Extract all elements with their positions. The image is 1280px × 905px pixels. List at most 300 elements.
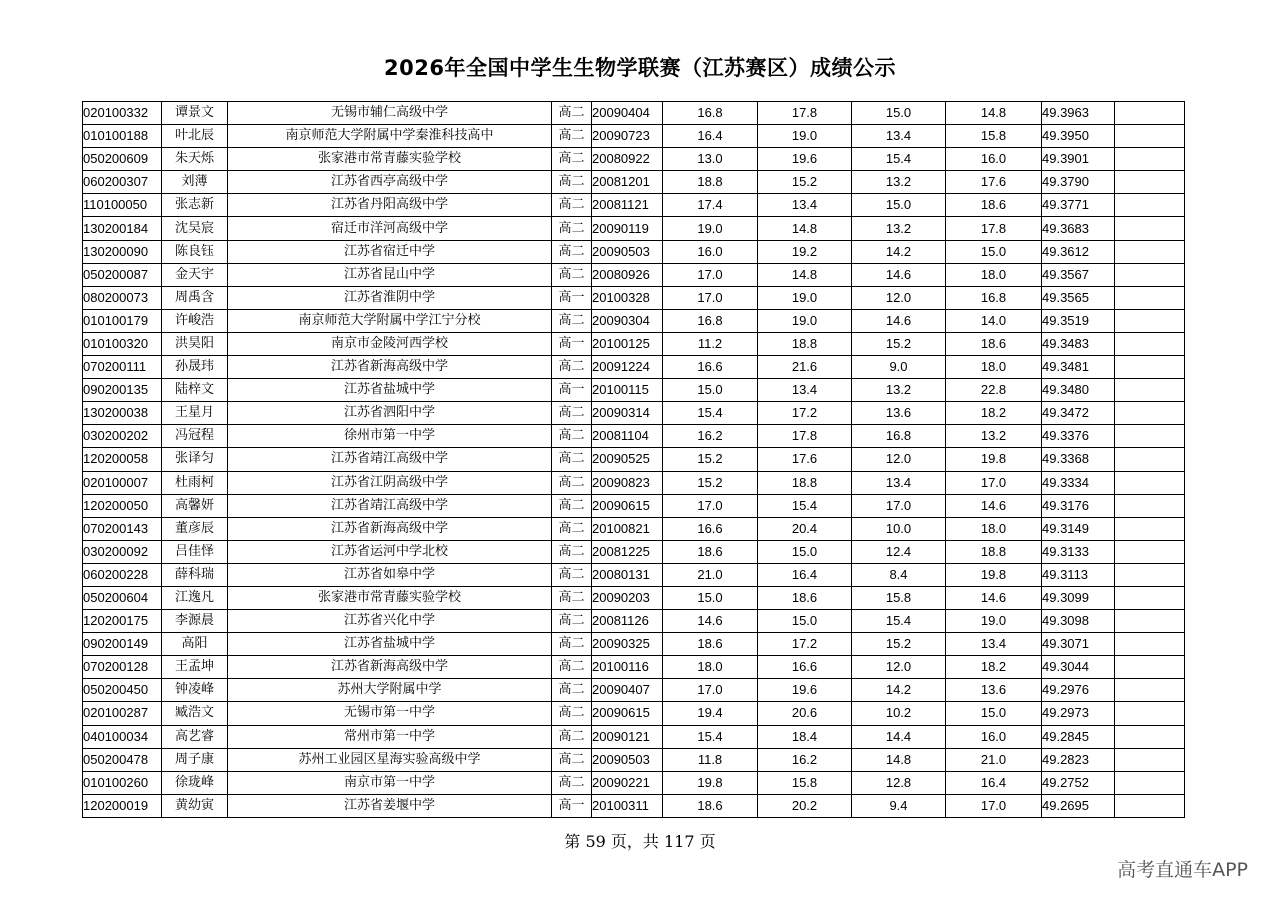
grade-cell: 高二 <box>552 540 592 563</box>
score1-cell: 16.2 <box>663 425 758 448</box>
school-cell: 苏州工业园区星海实验高级中学 <box>228 748 552 771</box>
score4-cell: 19.8 <box>946 563 1042 586</box>
score2-cell: 17.2 <box>758 402 852 425</box>
score2-cell: 15.8 <box>758 771 852 794</box>
score1-cell: 16.4 <box>663 125 758 148</box>
name-cell: 刘薄 <box>162 171 228 194</box>
score3-cell: 15.0 <box>852 102 946 125</box>
total-score-cell: 49.3901 <box>1042 148 1115 171</box>
school-cell: 江苏省宿迁中学 <box>228 240 552 263</box>
school-cell: 常州市第一中学 <box>228 725 552 748</box>
score2-cell: 14.8 <box>758 263 852 286</box>
blank-cell <box>1115 586 1185 609</box>
score1-cell: 18.6 <box>663 633 758 656</box>
score1-cell: 17.0 <box>663 494 758 517</box>
blank-cell <box>1115 540 1185 563</box>
score1-cell: 15.0 <box>663 586 758 609</box>
school-cell: 江苏省昆山中学 <box>228 263 552 286</box>
page-footer: 第 59 页，共 117 页 <box>564 832 716 851</box>
score1-cell: 15.2 <box>663 471 758 494</box>
blank-cell <box>1115 794 1185 817</box>
total-score-cell: 49.3071 <box>1042 633 1115 656</box>
blank-cell <box>1115 194 1185 217</box>
name-cell: 吕佳怿 <box>162 540 228 563</box>
score4-cell: 13.2 <box>946 425 1042 448</box>
school-cell: 南京市金陵河西学校 <box>228 332 552 355</box>
total-score-cell: 49.2973 <box>1042 702 1115 725</box>
school-cell: 江苏省淮阴中学 <box>228 286 552 309</box>
score4-cell: 18.0 <box>946 263 1042 286</box>
blank-cell <box>1115 102 1185 125</box>
score4-cell: 18.0 <box>946 356 1042 379</box>
score3-cell: 9.4 <box>852 794 946 817</box>
grade-cell: 高二 <box>552 702 592 725</box>
blank-cell <box>1115 633 1185 656</box>
table-row <box>83 448 1185 471</box>
score2-cell: 17.6 <box>758 448 852 471</box>
score2-cell: 20.2 <box>758 794 852 817</box>
birthdate-cell: 20080131 <box>592 563 663 586</box>
student-id-cell: 080200073 <box>83 286 162 309</box>
score2-cell: 13.4 <box>758 379 852 402</box>
score3-cell: 14.6 <box>852 309 946 332</box>
school-cell: 江苏省新海高级中学 <box>228 656 552 679</box>
table-row <box>83 263 1185 286</box>
grade-cell: 高二 <box>552 725 592 748</box>
score4-cell: 15.0 <box>946 240 1042 263</box>
score2-cell: 21.6 <box>758 356 852 379</box>
name-cell: 洪昊阳 <box>162 332 228 355</box>
score1-cell: 16.6 <box>663 517 758 540</box>
grade-cell: 高二 <box>552 633 592 656</box>
score4-cell: 17.0 <box>946 471 1042 494</box>
score2-cell: 15.2 <box>758 171 852 194</box>
score1-cell: 16.6 <box>663 356 758 379</box>
score2-cell: 17.8 <box>758 425 852 448</box>
total-score-cell: 49.3963 <box>1042 102 1115 125</box>
score4-cell: 16.0 <box>946 148 1042 171</box>
total-score-cell: 49.3376 <box>1042 425 1115 448</box>
student-id-cell: 090200135 <box>83 379 162 402</box>
score1-cell: 17.0 <box>663 286 758 309</box>
score2-cell: 16.2 <box>758 748 852 771</box>
grade-cell: 高二 <box>552 171 592 194</box>
blank-cell <box>1115 217 1185 240</box>
score4-cell: 18.8 <box>946 540 1042 563</box>
grade-cell: 高一 <box>552 794 592 817</box>
total-score-cell: 49.2845 <box>1042 725 1115 748</box>
score4-cell: 19.8 <box>946 448 1042 471</box>
score4-cell: 18.2 <box>946 656 1042 679</box>
grade-cell: 高二 <box>552 679 592 702</box>
score3-cell: 17.0 <box>852 494 946 517</box>
score2-cell: 19.6 <box>758 148 852 171</box>
total-score-cell: 49.3519 <box>1042 309 1115 332</box>
name-cell: 薛科瑞 <box>162 563 228 586</box>
blank-cell <box>1115 309 1185 332</box>
student-id-cell: 120200175 <box>83 610 162 633</box>
total-score-cell: 49.3472 <box>1042 402 1115 425</box>
grade-cell: 高二 <box>552 748 592 771</box>
grade-cell: 高二 <box>552 194 592 217</box>
score4-cell: 13.6 <box>946 679 1042 702</box>
score3-cell: 12.4 <box>852 540 946 563</box>
student-id-cell: 070200128 <box>83 656 162 679</box>
score2-cell: 15.0 <box>758 540 852 563</box>
table-row <box>83 494 1185 517</box>
birthdate-cell: 20081126 <box>592 610 663 633</box>
blank-cell <box>1115 471 1185 494</box>
birthdate-cell: 20091224 <box>592 356 663 379</box>
school-cell: 江苏省盐城中学 <box>228 379 552 402</box>
grade-cell: 高二 <box>552 309 592 332</box>
score4-cell: 13.4 <box>946 633 1042 656</box>
grade-cell: 高二 <box>552 471 592 494</box>
score3-cell: 13.2 <box>852 171 946 194</box>
score1-cell: 21.0 <box>663 563 758 586</box>
score1-cell: 15.2 <box>663 448 758 471</box>
student-id-cell: 050200478 <box>83 748 162 771</box>
student-id-cell: 120200058 <box>83 448 162 471</box>
birthdate-cell: 20090615 <box>592 494 663 517</box>
table-row <box>83 425 1185 448</box>
score4-cell: 18.6 <box>946 332 1042 355</box>
blank-cell <box>1115 771 1185 794</box>
total-score-cell: 49.3771 <box>1042 194 1115 217</box>
score1-cell: 19.0 <box>663 217 758 240</box>
score1-cell: 17.0 <box>663 263 758 286</box>
table-row <box>83 517 1185 540</box>
grade-cell: 高二 <box>552 563 592 586</box>
score3-cell: 14.2 <box>852 240 946 263</box>
birthdate-cell: 20100125 <box>592 332 663 355</box>
grade-cell: 高二 <box>552 102 592 125</box>
score3-cell: 10.2 <box>852 702 946 725</box>
school-cell: 江苏省兴化中学 <box>228 610 552 633</box>
blank-cell <box>1115 286 1185 309</box>
score3-cell: 14.4 <box>852 725 946 748</box>
grade-cell: 高一 <box>552 286 592 309</box>
score3-cell: 12.0 <box>852 286 946 309</box>
grade-cell: 高二 <box>552 125 592 148</box>
name-cell: 金天宇 <box>162 263 228 286</box>
birthdate-cell: 20090823 <box>592 471 663 494</box>
score4-cell: 14.6 <box>946 494 1042 517</box>
birthdate-cell: 20090314 <box>592 402 663 425</box>
total-score-cell: 49.3950 <box>1042 125 1115 148</box>
birthdate-cell: 20090304 <box>592 309 663 332</box>
score3-cell: 15.2 <box>852 332 946 355</box>
score4-cell: 22.8 <box>946 379 1042 402</box>
name-cell: 王孟坤 <box>162 656 228 679</box>
score1-cell: 17.4 <box>663 194 758 217</box>
score3-cell: 12.0 <box>852 656 946 679</box>
table-row <box>83 748 1185 771</box>
birthdate-cell: 20090203 <box>592 586 663 609</box>
total-score-cell: 49.2823 <box>1042 748 1115 771</box>
grade-cell: 高二 <box>552 148 592 171</box>
score2-cell: 15.0 <box>758 610 852 633</box>
name-cell: 许峻浩 <box>162 309 228 332</box>
birthdate-cell: 20090723 <box>592 125 663 148</box>
blank-cell <box>1115 379 1185 402</box>
table-row <box>83 471 1185 494</box>
blank-cell <box>1115 656 1185 679</box>
birthdate-cell: 20081121 <box>592 194 663 217</box>
score2-cell: 19.2 <box>758 240 852 263</box>
total-score-cell: 49.3480 <box>1042 379 1115 402</box>
score1-cell: 19.8 <box>663 771 758 794</box>
score4-cell: 16.0 <box>946 725 1042 748</box>
birthdate-cell: 20090119 <box>592 217 663 240</box>
score3-cell: 16.8 <box>852 425 946 448</box>
table-row <box>83 702 1185 725</box>
table-row <box>83 771 1185 794</box>
score3-cell: 13.4 <box>852 471 946 494</box>
score2-cell: 19.0 <box>758 309 852 332</box>
school-cell: 江苏省新海高级中学 <box>228 517 552 540</box>
total-score-cell: 49.3683 <box>1042 217 1115 240</box>
score2-cell: 20.6 <box>758 702 852 725</box>
school-cell: 徐州市第一中学 <box>228 425 552 448</box>
student-id-cell: 020100287 <box>83 702 162 725</box>
student-id-cell: 030200202 <box>83 425 162 448</box>
student-id-cell: 010100320 <box>83 332 162 355</box>
scores-table <box>82 101 1185 818</box>
name-cell: 高馨妍 <box>162 494 228 517</box>
name-cell: 高阳 <box>162 633 228 656</box>
student-id-cell: 130200090 <box>83 240 162 263</box>
name-cell: 朱天烁 <box>162 148 228 171</box>
grade-cell: 高二 <box>552 494 592 517</box>
score4-cell: 17.6 <box>946 171 1042 194</box>
score2-cell: 16.6 <box>758 656 852 679</box>
score3-cell: 14.6 <box>852 263 946 286</box>
name-cell: 李源晨 <box>162 610 228 633</box>
score3-cell: 13.2 <box>852 379 946 402</box>
score2-cell: 13.4 <box>758 194 852 217</box>
score3-cell: 14.8 <box>852 748 946 771</box>
grade-cell: 高二 <box>552 356 592 379</box>
table-row <box>83 148 1185 171</box>
score1-cell: 11.8 <box>663 748 758 771</box>
table-row <box>83 102 1185 125</box>
birthdate-cell: 20100821 <box>592 517 663 540</box>
table-row <box>83 794 1185 817</box>
total-score-cell: 49.3483 <box>1042 332 1115 355</box>
name-cell: 周子康 <box>162 748 228 771</box>
table-body <box>83 102 1185 818</box>
blank-cell <box>1115 125 1185 148</box>
school-cell: 江苏省靖江高级中学 <box>228 494 552 517</box>
student-id-cell: 060200228 <box>83 563 162 586</box>
score1-cell: 15.4 <box>663 725 758 748</box>
score3-cell: 13.2 <box>852 217 946 240</box>
table-row <box>83 332 1185 355</box>
birthdate-cell: 20081104 <box>592 425 663 448</box>
student-id-cell: 050200604 <box>83 586 162 609</box>
school-cell: 南京师范大学附属中学秦淮科技高中 <box>228 125 552 148</box>
name-cell: 张译匀 <box>162 448 228 471</box>
blank-cell <box>1115 148 1185 171</box>
total-score-cell: 49.3368 <box>1042 448 1115 471</box>
total-score-cell: 49.3098 <box>1042 610 1115 633</box>
school-cell: 江苏省运河中学北校 <box>228 540 552 563</box>
name-cell: 张志新 <box>162 194 228 217</box>
school-cell: 南京市第一中学 <box>228 771 552 794</box>
table-row <box>83 633 1185 656</box>
score2-cell: 20.4 <box>758 517 852 540</box>
table-row <box>83 540 1185 563</box>
score1-cell: 16.8 <box>663 309 758 332</box>
school-cell: 江苏省如皋中学 <box>228 563 552 586</box>
grade-cell: 高一 <box>552 379 592 402</box>
blank-cell <box>1115 332 1185 355</box>
name-cell: 钟凌峰 <box>162 679 228 702</box>
grade-cell: 高二 <box>552 610 592 633</box>
score4-cell: 15.8 <box>946 125 1042 148</box>
score1-cell: 16.0 <box>663 240 758 263</box>
grade-cell: 高二 <box>552 586 592 609</box>
blank-cell <box>1115 425 1185 448</box>
name-cell: 黄幼寅 <box>162 794 228 817</box>
score2-cell: 19.6 <box>758 679 852 702</box>
student-id-cell: 010100179 <box>83 309 162 332</box>
score4-cell: 18.2 <box>946 402 1042 425</box>
school-cell: 江苏省西亭高级中学 <box>228 171 552 194</box>
score4-cell: 15.0 <box>946 702 1042 725</box>
birthdate-cell: 20090121 <box>592 725 663 748</box>
name-cell: 杜雨柯 <box>162 471 228 494</box>
birthdate-cell: 20100115 <box>592 379 663 402</box>
table-row <box>83 194 1185 217</box>
score3-cell: 12.0 <box>852 448 946 471</box>
blank-cell <box>1115 240 1185 263</box>
grade-cell: 高二 <box>552 771 592 794</box>
student-id-cell: 070200143 <box>83 517 162 540</box>
total-score-cell: 49.2976 <box>1042 679 1115 702</box>
school-cell: 无锡市辅仁高级中学 <box>228 102 552 125</box>
table-row <box>83 679 1185 702</box>
school-cell: 张家港市常青藤实验学校 <box>228 586 552 609</box>
student-id-cell: 020100332 <box>83 102 162 125</box>
score3-cell: 10.0 <box>852 517 946 540</box>
grade-cell: 高二 <box>552 448 592 471</box>
student-id-cell: 070200111 <box>83 356 162 379</box>
student-id-cell: 090200149 <box>83 633 162 656</box>
score1-cell: 16.8 <box>663 102 758 125</box>
name-cell: 沈吴宸 <box>162 217 228 240</box>
score1-cell: 17.0 <box>663 679 758 702</box>
score1-cell: 18.8 <box>663 171 758 194</box>
student-id-cell: 110100050 <box>83 194 162 217</box>
page-title: 2026年全国中学生生物学联赛（江苏赛区）成绩公示 <box>384 56 896 80</box>
birthdate-cell: 20080922 <box>592 148 663 171</box>
total-score-cell: 49.3334 <box>1042 471 1115 494</box>
school-cell: 江苏省靖江高级中学 <box>228 448 552 471</box>
table-row <box>83 356 1185 379</box>
score4-cell: 21.0 <box>946 748 1042 771</box>
grade-cell: 高二 <box>552 240 592 263</box>
school-cell: 江苏省江阴高级中学 <box>228 471 552 494</box>
name-cell: 臧浩文 <box>162 702 228 725</box>
name-cell: 陈良钰 <box>162 240 228 263</box>
score1-cell: 13.0 <box>663 148 758 171</box>
student-id-cell: 130200038 <box>83 402 162 425</box>
score3-cell: 15.4 <box>852 148 946 171</box>
grade-cell: 高二 <box>552 217 592 240</box>
birthdate-cell: 20090221 <box>592 771 663 794</box>
birthdate-cell: 20090404 <box>592 102 663 125</box>
name-cell: 高艺睿 <box>162 725 228 748</box>
blank-cell <box>1115 725 1185 748</box>
blank-cell <box>1115 356 1185 379</box>
birthdate-cell: 20080926 <box>592 263 663 286</box>
score2-cell: 14.8 <box>758 217 852 240</box>
score2-cell: 19.0 <box>758 286 852 309</box>
score1-cell: 15.4 <box>663 402 758 425</box>
table-row <box>83 563 1185 586</box>
table-row <box>83 309 1185 332</box>
birthdate-cell: 20090503 <box>592 240 663 263</box>
score3-cell: 14.2 <box>852 679 946 702</box>
score2-cell: 18.4 <box>758 725 852 748</box>
score4-cell: 18.6 <box>946 194 1042 217</box>
school-cell: 宿迁市洋河高级中学 <box>228 217 552 240</box>
blank-cell <box>1115 448 1185 471</box>
score4-cell: 16.8 <box>946 286 1042 309</box>
total-score-cell: 49.2695 <box>1042 794 1115 817</box>
score3-cell: 15.0 <box>852 194 946 217</box>
score1-cell: 11.2 <box>663 332 758 355</box>
name-cell: 徐珑峰 <box>162 771 228 794</box>
total-score-cell: 49.3176 <box>1042 494 1115 517</box>
grade-cell: 高二 <box>552 656 592 679</box>
score2-cell: 17.2 <box>758 633 852 656</box>
birthdate-cell: 20081201 <box>592 171 663 194</box>
blank-cell <box>1115 517 1185 540</box>
table-row <box>83 125 1185 148</box>
grade-cell: 高一 <box>552 332 592 355</box>
student-id-cell: 120200050 <box>83 494 162 517</box>
score1-cell: 18.6 <box>663 540 758 563</box>
total-score-cell: 49.3149 <box>1042 517 1115 540</box>
name-cell: 谭景文 <box>162 102 228 125</box>
birthdate-cell: 20090615 <box>592 702 663 725</box>
score4-cell: 17.0 <box>946 794 1042 817</box>
score4-cell: 16.4 <box>946 771 1042 794</box>
student-id-cell: 020100007 <box>83 471 162 494</box>
name-cell: 叶北辰 <box>162 125 228 148</box>
score2-cell: 18.8 <box>758 471 852 494</box>
grade-cell: 高二 <box>552 402 592 425</box>
name-cell: 江逸凡 <box>162 586 228 609</box>
blank-cell <box>1115 679 1185 702</box>
student-id-cell: 010100260 <box>83 771 162 794</box>
table-row <box>83 402 1185 425</box>
score2-cell: 19.0 <box>758 125 852 148</box>
score3-cell: 13.4 <box>852 125 946 148</box>
student-id-cell: 050200087 <box>83 263 162 286</box>
grade-cell: 高二 <box>552 517 592 540</box>
blank-cell <box>1115 263 1185 286</box>
score3-cell: 15.4 <box>852 610 946 633</box>
table-row <box>83 240 1185 263</box>
total-score-cell: 49.3612 <box>1042 240 1115 263</box>
school-cell: 江苏省盐城中学 <box>228 633 552 656</box>
student-id-cell: 120200019 <box>83 794 162 817</box>
table-row <box>83 586 1185 609</box>
